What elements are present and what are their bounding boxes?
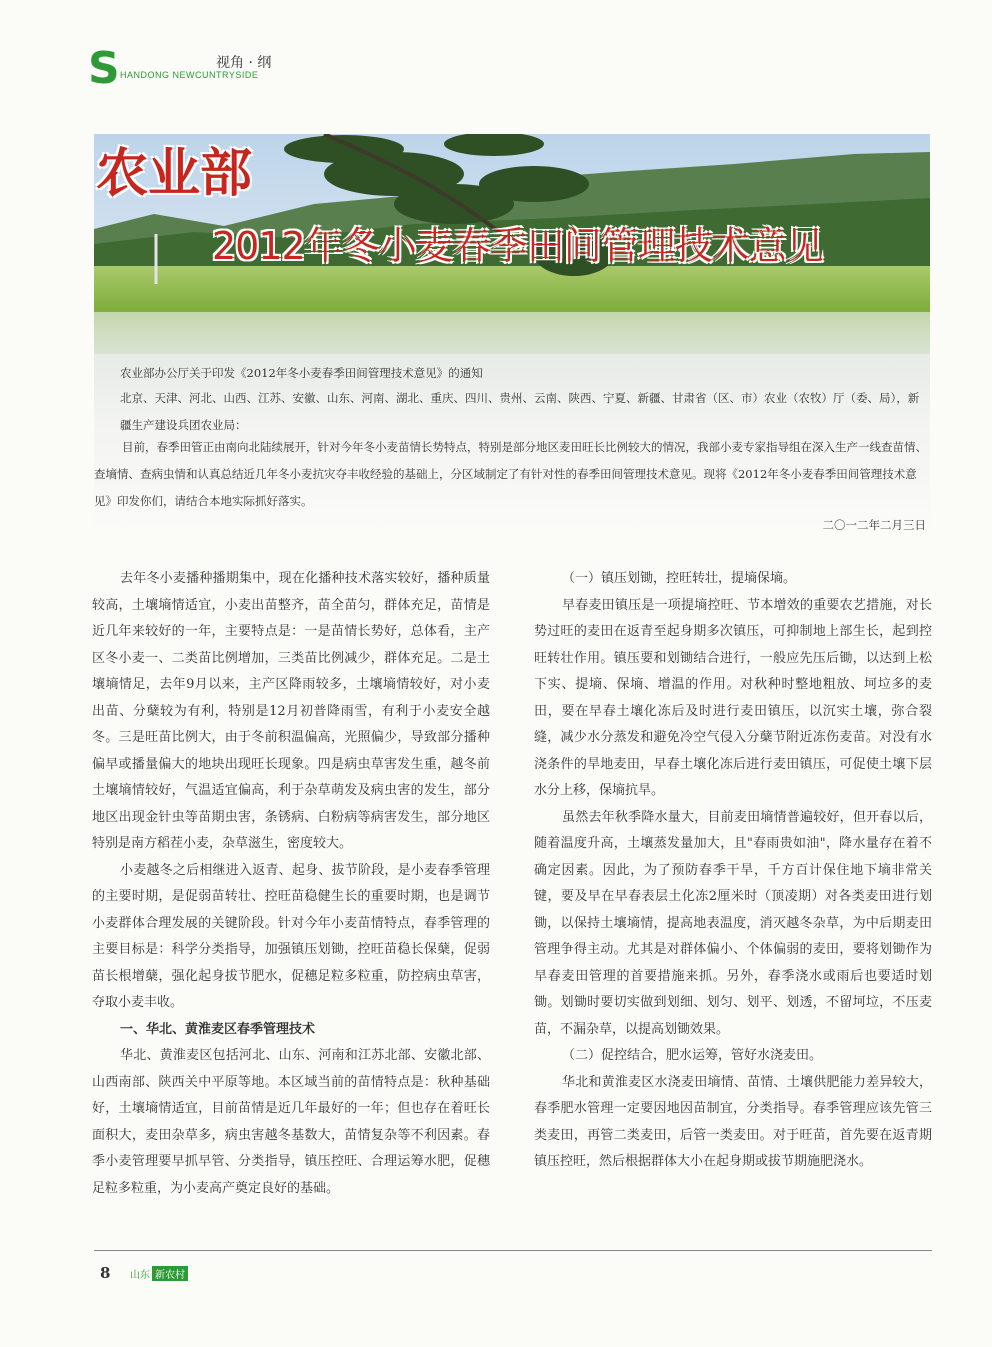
title-line-2: 2012年冬小麦春季田间管理技术意见: [212, 224, 823, 268]
masthead-logo-letter: S: [88, 43, 120, 94]
notice-box: [94, 354, 930, 532]
footer-logo: [130, 1266, 188, 1280]
masthead: [88, 43, 288, 94]
paragraph: 虽然去年秋季降水量大，目前麦田墒情普遍较好，但开春以后，随着温度升高，土壤蒸发量加大，且"春雨贵如油"，降水量存在着不确定因素。因此，为了预防春季干旱，千方百计保住地下墒非常关键，要及早在早春表层土化冻2厘米时（顶凌期）对各类麦田进行划锄，以保持土壤墒情，提高地表温度，消灭越冬杂草，为中后期麦田管理争得主动。尤其是对群体偏小、个体偏弱的麦田，要将划锄作为早春麦田管理的首要措施来抓。另外，春季浇水或雨后也要适时划锄。划锄时要切实做到划细、划匀、划平、划透，不留坷垃，不压麦苗，不漏杂草，以提高划锄效果。: [534, 809, 932, 1037]
paragraph: 小麦越冬之后相继进入返青、起身、拔节阶段，是小麦春季管理的主要时期，是促弱苗转壮、控旺苗稳健生长的重要时期，也是调节小麦群体合理发展的关键阶段。针对今年小麦苗情特点，春季管理的主要目标是：科学分类指导，加强镇压划锄，控旺苗稳长保蘖，促弱苗长根增蘖，强化起身拔节肥水，促穗足粒多粒重，防控病虫草害，夺取小麦丰收。: [92, 862, 490, 1010]
title-line-1: 农业部: [96, 144, 253, 204]
subsection-heading: （二）促控结合，肥水运筹，管好水浇麦田。: [562, 1048, 823, 1063]
notice-addressees: 北京、天津、河北、山西、江苏、安徽、山东、河南、湖北、重庆、四川、贵州、云南、陕西、宁夏、新疆、甘肃省（区、市）农业（农牧）厅（委、局），新疆生产建设兵团农业局：: [120, 391, 920, 432]
section-heading: 一、华北、黄淮麦区春季管理技术: [120, 1021, 316, 1037]
right-column: [534, 566, 932, 1176]
footer-logo-part-a: 山东: [130, 1269, 150, 1281]
notice-date: 二〇一二年二月三日: [822, 518, 926, 532]
column-label: 视角 · 纲: [216, 55, 272, 71]
paragraph: 去年冬小麦播种播期集中，现在化播种技术落实较好，播种质量较高，土壤墒情适宜，小麦出苗整齐，苗全苗匀，群体充足，苗情是近几年来较好的一年，主要特点是：一是苗情长势好，总体看，主产区冬小麦一、二类苗比例增加，三类苗比例减少，群体充足。二是土壤墒情足，去年9月以来，主产区降雨较多，土壤墒情较好，对小麦出苗、分蘖较为有利，特别是12月初普降雨雪，有利于小麦安全越冬。三是旺苗比例大，由于冬前积温偏高，光照偏少，导致部分播种偏早或播量偏大的地块出现旺长现象。四是病虫草害发生重，越冬前土壤墒情较好，气温适宜偏高，利于杂草萌发及病虫害的发生，部分地区出现金针虫等苗期虫害，条锈病、白粉病等病害发生，部分地区特别是南方稻茬小麦，杂草滋生，密度较大。: [92, 571, 490, 851]
paragraph: 早春麦田镇压是一项提墒控旺、节本增效的重要农艺措施，对长势过旺的麦田在返青至起身期多次镇压，可抑制地上部生长，起到控旺转壮作用。镇压要和划锄结合进行，一般应先压后锄，以达到上松下实、提墒、保墒、增温的作用。对秋种时整地粗放、坷垃多的麦田，要在早春土壤化冻后及时进行麦田镇压，以沉实土壤，弥合裂缝，减少水分蒸发和避免冷空气侵入分蘖节附近冻伤麦苗。对没有水浇条件的旱地麦田，早春土壤化冻后进行麦田镇压，可促使土壤下层水分上移，保墒抗旱。: [534, 597, 932, 798]
subsection-heading: （一）镇压划锄，控旺转壮，提墒保墒。: [562, 571, 797, 586]
footer-logo-part-b: 新农村: [152, 1266, 188, 1281]
notice-title: 农业部办公厅关于印发《2012年冬小麦春季田间管理技术意见》的通知: [120, 366, 483, 380]
paragraph: 华北、黄淮麦区包括河北、山东、河南和江苏北部、安徽北部、山西南部、陕西关中平原等地。本区域当前的苗情特点是：秋种基础好，土壤墒情适宜，目前苗情是近几年最好的一年；但也存在着旺长面积大，麦田杂草多，病虫害越冬基数大，苗情复杂等不利因素。春季小麦管理要早抓早管、分类指导，镇压控旺、合理运筹水肥，促穗足粒多粒重，为小麦高产奠定良好的基础。: [92, 1048, 490, 1196]
footer-divider: [94, 1250, 932, 1251]
masthead-logo-text: HANDONG NEWCUNTRYSIDE: [120, 70, 259, 80]
page-number: 8: [100, 1264, 111, 1282]
paragraph: 华北和黄淮麦区水浇麦田墒情、苗情、土壤供肥能力差异较大，春季肥水管理一定要因地因苗制宜，分类指导。春季管理应该先管三类麦田，再管二类麦田，后管一类麦田。对于旺苗，首先要在返青期镇压控旺，然后根据群体大小在起身期或拔节期施肥浇水。: [534, 1074, 932, 1169]
notice-body: 目前，春季田管正由南向北陆续展开，针对今年冬小麦苗情长势特点，特别是部分地区麦田旺长比例较大的情况，我部小麦专家指导组在深入生产一线查苗情、查墒情、查病虫情和认真总结近几年冬小麦抗灾夺丰收经验的基础上，分区域制定了有针对性的春季田间管理技术意见。现将《2012年冬小麦春季田间管理技术意见》印发你们，请结合本地实际抓好落实。: [94, 440, 927, 508]
left-column: [92, 566, 490, 1202]
